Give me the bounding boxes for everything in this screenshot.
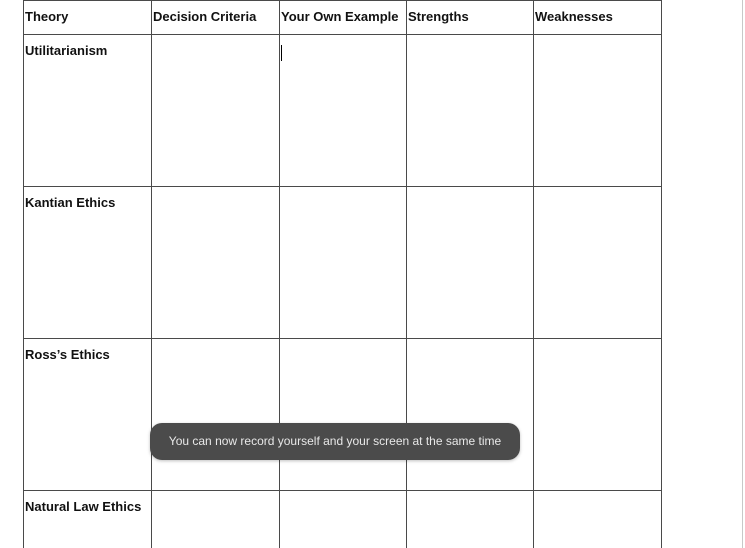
weaknesses-cell[interactable] [534, 339, 662, 491]
weaknesses-cell[interactable] [534, 491, 662, 548]
theory-cell-natural-law-ethics[interactable]: Natural Law Ethics [24, 491, 152, 548]
header-decision-criteria[interactable]: Decision Criteria [152, 1, 280, 35]
table-row [24, 491, 662, 548]
ethics-theory-table [23, 0, 662, 548]
theory-cell-kantian-ethics[interactable]: Kantian Ethics [24, 187, 152, 339]
text-cursor [281, 45, 282, 61]
header-weaknesses[interactable]: Weaknesses [534, 1, 662, 35]
decision-criteria-cell[interactable] [152, 187, 280, 339]
decision-criteria-cell[interactable] [152, 339, 280, 491]
weaknesses-cell[interactable] [534, 187, 662, 339]
page-edge-divider [742, 0, 743, 548]
own-example-cell[interactable] [280, 491, 407, 548]
weaknesses-cell[interactable] [534, 35, 662, 187]
own-example-cell[interactable] [280, 187, 407, 339]
decision-criteria-cell[interactable] [152, 35, 280, 187]
own-example-cell[interactable] [280, 339, 407, 491]
table-row [24, 35, 662, 187]
strengths-cell[interactable] [407, 187, 534, 339]
header-your-own-example[interactable]: Your Own Example [280, 1, 407, 35]
decision-criteria-cell[interactable] [152, 491, 280, 548]
strengths-cell[interactable] [407, 339, 534, 491]
theory-cell-ross-ethics[interactable]: Ross’s Ethics [24, 339, 152, 491]
notification-toast[interactable]: You can now record yourself and your screen at the same time [150, 423, 520, 460]
own-example-cell-active[interactable] [280, 35, 407, 187]
strengths-cell[interactable] [407, 35, 534, 187]
header-theory[interactable]: Theory [24, 1, 152, 35]
theory-cell-utilitarianism[interactable]: Utilitarianism [24, 35, 152, 187]
table-row [24, 339, 662, 491]
header-strengths[interactable]: Strengths [407, 1, 534, 35]
table-row [24, 187, 662, 339]
header-row [24, 1, 662, 35]
strengths-cell[interactable] [407, 491, 534, 548]
